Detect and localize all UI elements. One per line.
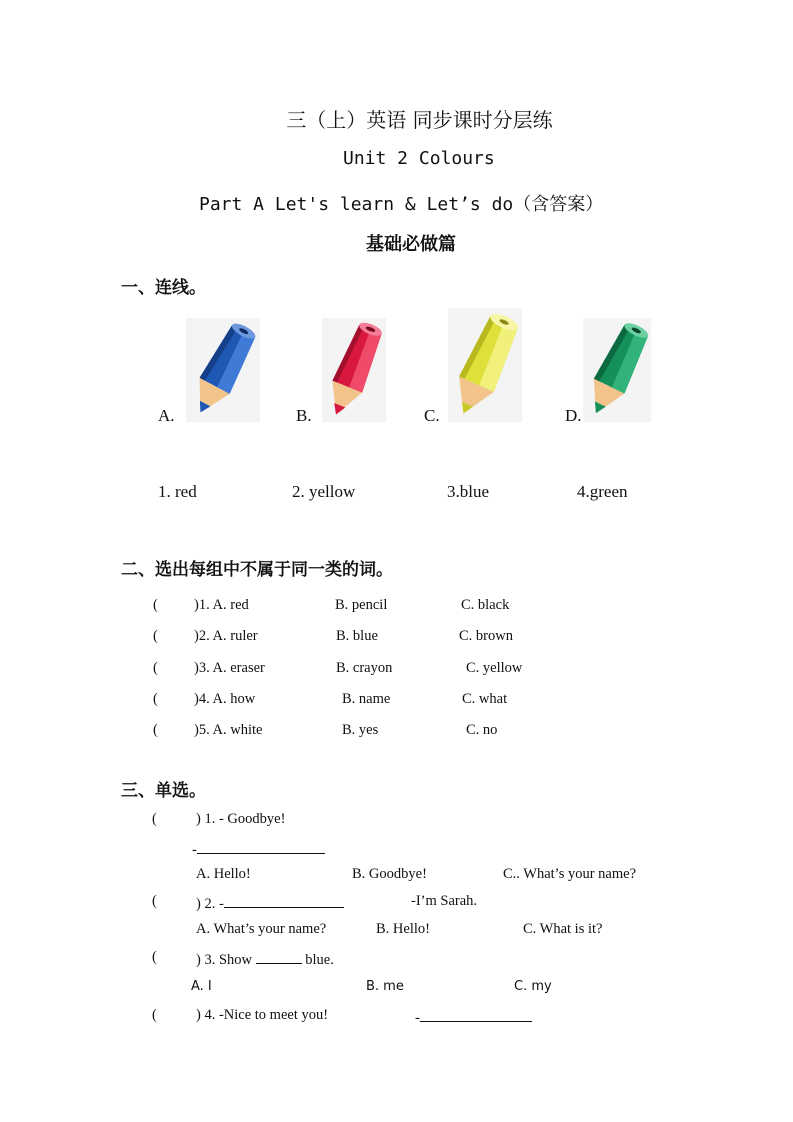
color-word-red: 1. red [158, 482, 197, 501]
red-pencil-image [322, 318, 386, 422]
page-title: 三（上）英语 同步课时分层练 [286, 108, 553, 132]
q3-1-option-c: C.. What’s your name? [503, 866, 637, 882]
q2-row-2-a: )2. A. ruler [194, 628, 258, 644]
q3-3-option-c: C. my [514, 979, 552, 994]
q2-row-2-b: B. blue [336, 628, 378, 644]
q3-2-paren: ( [152, 893, 157, 909]
q3-1-option-a: A. Hello! [196, 866, 251, 882]
q3-3-option-b: B. me [366, 979, 404, 994]
yellow-pencil-image [448, 308, 522, 422]
level-title: 基础必做篇 [366, 234, 456, 255]
q2-row-3-paren: ( [153, 660, 158, 676]
q2-row-2-paren: ( [153, 628, 158, 644]
q3-4-dash: - [415, 1010, 420, 1026]
q2-row-2-c: C. brown [459, 628, 513, 644]
pencil-label-b: B. [296, 406, 312, 425]
q2-row-3-c: C. yellow [466, 660, 523, 676]
q3-4-answer-line[interactable] [415, 1007, 532, 1027]
section3-heading: 三、单选。 [121, 781, 206, 801]
q3-2-stem[interactable] [196, 893, 344, 913]
q3-1-answer-line[interactable] [192, 839, 325, 859]
q3-2-reply: -I’m Sarah. [411, 893, 478, 909]
unit-title: Unit 2 Colours [343, 148, 495, 169]
q3-4-blank[interactable] [420, 1007, 532, 1022]
q3-2-option-c: C. What is it? [523, 921, 603, 937]
q2-row-5-paren: ( [153, 722, 158, 738]
q2-row-4-paren: ( [153, 691, 158, 707]
q2-row-1-c: C. black [461, 597, 510, 613]
pencil-label-d: D. [565, 406, 582, 425]
q2-row-1-b: B. pencil [335, 597, 388, 613]
section1-heading: 一、连线。 [121, 278, 206, 298]
q2-row-5-a: )5. A. white [194, 722, 263, 738]
q2-row-3-a: )3. A. eraser [194, 660, 265, 676]
q2-row-4-a: )4. A. how [194, 691, 256, 707]
q3-1-stem: ) 1. - Goodbye! [196, 811, 286, 827]
q3-4-paren: ( [152, 1007, 157, 1023]
blue-pencil-image [186, 318, 260, 422]
q3-2-option-a: A. What’s your name? [196, 921, 327, 937]
q3-2-stem-text: ) 2. - [196, 896, 224, 912]
color-word-green: 4.green [577, 482, 628, 501]
pencil-label-a: A. [158, 406, 175, 425]
q2-row-5-c: C. no [466, 722, 498, 738]
color-word-yellow: 2. yellow [292, 482, 356, 501]
q3-3-option-a: A. I [191, 979, 212, 994]
q2-row-4-c: C. what [462, 691, 508, 707]
part-title: Part A Let's learn & Let’s do（含答案） [199, 194, 604, 215]
q3-3-stem[interactable] [196, 949, 334, 969]
q3-3-blank[interactable] [256, 949, 302, 964]
q3-3-stem-before: ) 3. Show [196, 952, 256, 968]
q3-2-option-b: B. Hello! [376, 921, 430, 937]
q2-row-1-paren: ( [153, 597, 158, 613]
q3-1-blank[interactable] [197, 839, 325, 854]
q2-row-1-a: )1. A. red [194, 597, 249, 613]
q3-2-blank[interactable] [224, 893, 344, 908]
q3-1-paren: ( [152, 811, 157, 827]
q3-3-paren: ( [152, 949, 157, 965]
section2-heading: 二、选出每组中不属于同一类的词。 [121, 560, 393, 580]
color-word-blue: 3.blue [447, 482, 490, 501]
q3-1-dash: - [192, 842, 197, 858]
green-pencil-image [583, 318, 651, 422]
q3-3-stem-after: blue. [301, 952, 334, 968]
q2-row-4-b: B. name [342, 691, 391, 707]
q3-1-option-b: B. Goodbye! [352, 866, 427, 882]
pencil-label-c: C. [424, 406, 440, 425]
q2-row-3-b: B. crayon [336, 660, 393, 676]
q3-4-stem: ) 4. -Nice to meet you! [196, 1007, 329, 1023]
q2-row-5-b: B. yes [342, 722, 379, 738]
